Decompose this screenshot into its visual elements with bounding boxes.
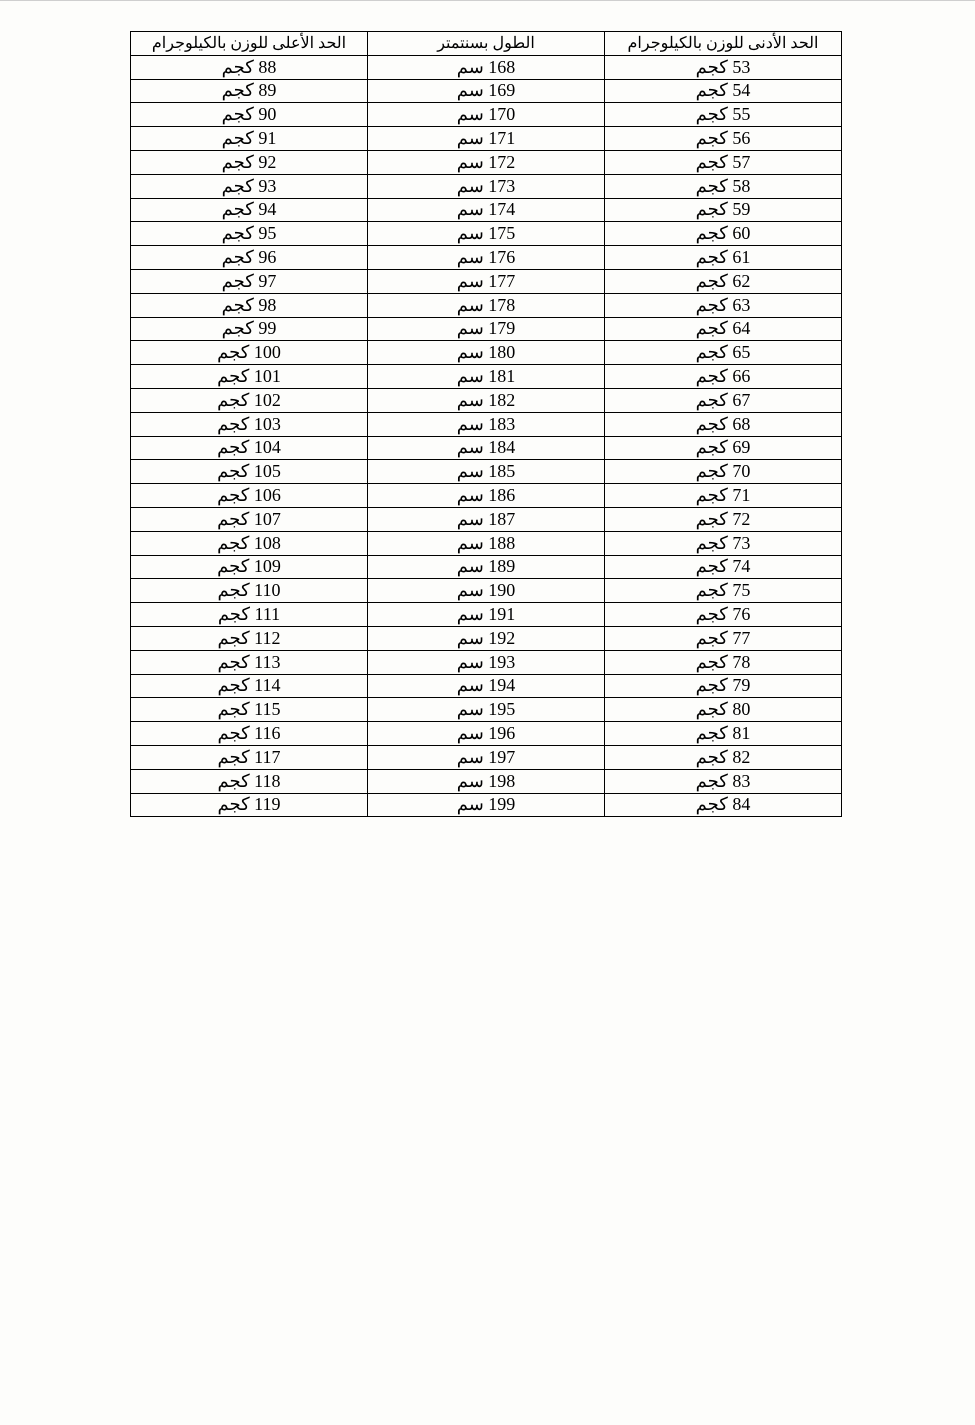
cell-height (368, 745, 605, 769)
table-header-row (131, 32, 842, 56)
cell-height (368, 626, 605, 650)
table-row (131, 222, 842, 246)
cell-min-weight-text: 60 كجم (695, 223, 751, 244)
cell-max-weight-text: 111 كجم (217, 604, 281, 625)
cell-height-text: 195 سم (456, 699, 516, 720)
cell-max-weight (131, 674, 368, 698)
cell-min-weight (605, 198, 842, 222)
cell-min-weight (605, 79, 842, 103)
page-top-edge (0, 0, 975, 1)
cell-min-weight-text: 79 كجم (695, 675, 751, 696)
table-row (131, 388, 842, 412)
cell-height (368, 365, 605, 389)
cell-min-weight (605, 722, 842, 746)
cell-min-weight (605, 222, 842, 246)
cell-height-text: 187 سم (456, 508, 516, 529)
cell-height-text: 185 سم (456, 461, 516, 482)
cell-height-text: 172 سم (456, 151, 516, 172)
cell-height (368, 269, 605, 293)
cell-max-weight (131, 127, 368, 151)
cell-max-weight (131, 388, 368, 412)
cell-min-weight-text: 54 كجم (695, 80, 751, 101)
cell-min-weight (605, 103, 842, 127)
table-row (131, 555, 842, 579)
table-row (131, 745, 842, 769)
cell-height (368, 412, 605, 436)
cell-height (368, 174, 605, 198)
cell-min-weight (605, 174, 842, 198)
cell-max-weight-text: 117 كجم (217, 746, 281, 767)
cell-max-weight-text: 99 كجم (221, 318, 277, 339)
cell-max-weight-text: 110 كجم (217, 580, 281, 601)
cell-min-weight (605, 531, 842, 555)
cell-height (368, 555, 605, 579)
cell-height (368, 293, 605, 317)
table-row (131, 55, 842, 79)
cell-height (368, 222, 605, 246)
cell-min-weight (605, 269, 842, 293)
cell-height (368, 603, 605, 627)
cell-min-weight (605, 603, 842, 627)
cell-height-text: 184 سم (456, 437, 516, 458)
table-row (131, 150, 842, 174)
cell-max-weight (131, 269, 368, 293)
table-row (131, 246, 842, 270)
cell-height (368, 531, 605, 555)
cell-max-weight (131, 793, 368, 817)
header-max-weight: الحد الأعلى للوزن بالكيلوجرام (131, 32, 368, 56)
table-row (131, 317, 842, 341)
cell-height (368, 55, 605, 79)
cell-max-weight-text: 98 كجم (221, 294, 277, 315)
cell-min-weight (605, 246, 842, 270)
cell-min-weight-text: 61 كجم (695, 247, 751, 268)
table-row (131, 579, 842, 603)
table-row (131, 103, 842, 127)
cell-height-text: 171 سم (456, 128, 516, 149)
cell-height-text: 174 سم (456, 199, 516, 220)
cell-max-weight-text: 96 كجم (221, 247, 277, 268)
cell-height (368, 127, 605, 151)
cell-max-weight-text: 105 كجم (217, 461, 281, 482)
cell-min-weight-text: 62 كجم (695, 270, 751, 291)
cell-min-weight-text: 70 كجم (695, 461, 751, 482)
cell-max-weight (131, 769, 368, 793)
cell-min-weight-text: 53 كجم (695, 56, 751, 77)
cell-min-weight-text: 73 كجم (695, 532, 751, 553)
cell-max-weight (131, 650, 368, 674)
table-body (131, 55, 842, 817)
cell-min-weight (605, 412, 842, 436)
cell-min-weight (605, 555, 842, 579)
cell-min-weight (605, 484, 842, 508)
cell-max-weight (131, 198, 368, 222)
cell-max-weight-text: 104 كجم (217, 437, 281, 458)
cell-height (368, 246, 605, 270)
cell-min-weight-text: 55 كجم (695, 104, 751, 125)
cell-height-text: 191 سم (456, 604, 516, 625)
cell-height-text: 176 سم (456, 247, 516, 268)
table-row (131, 650, 842, 674)
cell-min-weight (605, 674, 842, 698)
cell-max-weight-text: 101 كجم (217, 366, 281, 387)
cell-height (368, 579, 605, 603)
cell-max-weight (131, 698, 368, 722)
cell-height-text: 194 سم (456, 675, 516, 696)
cell-min-weight (605, 55, 842, 79)
cell-height (368, 698, 605, 722)
cell-height (368, 341, 605, 365)
cell-min-weight-text: 64 كجم (695, 318, 751, 339)
cell-max-weight-text: 92 كجم (221, 151, 277, 172)
cell-min-weight (605, 127, 842, 151)
table-row (131, 698, 842, 722)
cell-height-text: 178 سم (456, 294, 516, 315)
cell-min-weight-text: 57 كجم (695, 151, 751, 172)
cell-min-weight (605, 769, 842, 793)
cell-min-weight (605, 293, 842, 317)
cell-max-weight (131, 722, 368, 746)
cell-height-text: 168 سم (456, 56, 516, 77)
cell-min-weight-text: 71 كجم (695, 485, 751, 506)
cell-max-weight (131, 579, 368, 603)
cell-max-weight (131, 246, 368, 270)
cell-max-weight-text: 95 كجم (221, 223, 277, 244)
cell-height-text: 192 سم (456, 627, 516, 648)
cell-height (368, 436, 605, 460)
cell-max-weight (131, 484, 368, 508)
cell-max-weight (131, 603, 368, 627)
cell-min-weight (605, 317, 842, 341)
cell-height-text: 181 سم (456, 366, 516, 387)
cell-max-weight (131, 317, 368, 341)
cell-height (368, 317, 605, 341)
cell-max-weight (131, 745, 368, 769)
cell-min-weight (605, 388, 842, 412)
table-row (131, 293, 842, 317)
cell-max-weight-text: 106 كجم (217, 485, 281, 506)
cell-height-text: 197 سم (456, 746, 516, 767)
cell-min-weight (605, 745, 842, 769)
cell-min-weight-text: 66 كجم (695, 366, 751, 387)
cell-max-weight (131, 531, 368, 555)
cell-max-weight-text: 102 كجم (217, 389, 281, 410)
cell-min-weight-text: 78 كجم (695, 651, 751, 672)
cell-max-weight-text: 108 كجم (217, 532, 281, 553)
cell-max-weight-text: 94 كجم (221, 199, 277, 220)
cell-min-weight (605, 579, 842, 603)
cell-max-weight (131, 507, 368, 531)
table-row (131, 79, 842, 103)
cell-height (368, 150, 605, 174)
cell-min-weight-text: 84 كجم (695, 794, 751, 815)
cell-max-weight-text: 112 كجم (217, 627, 281, 648)
cell-height-text: 186 سم (456, 485, 516, 506)
cell-height (368, 674, 605, 698)
table-row (131, 127, 842, 151)
cell-height-text: 183 سم (456, 413, 516, 434)
table-row (131, 198, 842, 222)
table-row (131, 412, 842, 436)
cell-max-weight (131, 460, 368, 484)
cell-height (368, 79, 605, 103)
cell-min-weight-text: 82 كجم (695, 746, 751, 767)
cell-height-text: 190 سم (456, 580, 516, 601)
cell-height (368, 769, 605, 793)
header-height: الطول بسنتمتر (368, 32, 605, 56)
cell-max-weight (131, 79, 368, 103)
cell-max-weight-text: 89 كجم (221, 80, 277, 101)
cell-max-weight (131, 222, 368, 246)
header-min-weight: الحد الأدنى للوزن بالكيلوجرام (605, 32, 842, 56)
cell-height (368, 103, 605, 127)
cell-max-weight-text: 113 كجم (217, 651, 281, 672)
cell-min-weight-text: 56 كجم (695, 128, 751, 149)
cell-min-weight-text: 77 كجم (695, 627, 751, 648)
cell-height-text: 177 سم (456, 270, 516, 291)
table-row (131, 484, 842, 508)
cell-min-weight-text: 83 كجم (695, 770, 751, 791)
cell-min-weight-text: 69 كجم (695, 437, 751, 458)
cell-max-weight-text: 116 كجم (217, 723, 281, 743)
table-row (131, 269, 842, 293)
table-row (131, 531, 842, 555)
cell-height (368, 793, 605, 817)
cell-max-weight (131, 55, 368, 79)
cell-max-weight (131, 555, 368, 579)
cell-max-weight-text: 97 كجم (221, 270, 277, 291)
cell-height-text: 173 سم (456, 175, 516, 196)
cell-max-weight-text: 100 كجم (217, 342, 281, 363)
cell-height (368, 722, 605, 746)
cell-min-weight (605, 650, 842, 674)
cell-min-weight-text: 76 كجم (695, 604, 751, 625)
table-row (131, 365, 842, 389)
cell-height-text: 179 سم (456, 318, 516, 339)
cell-height-text: 182 سم (456, 389, 516, 410)
cell-height-text: 199 سم (456, 794, 516, 815)
cell-height-text: 189 سم (456, 556, 516, 577)
cell-max-weight (131, 293, 368, 317)
table-row (131, 793, 842, 817)
cell-min-weight-text: 58 كجم (695, 175, 751, 196)
cell-height-text: 169 سم (456, 80, 516, 101)
table-row (131, 603, 842, 627)
cell-max-weight-text: 119 كجم (217, 794, 281, 815)
table-row (131, 722, 842, 746)
cell-min-weight-text: 72 كجم (695, 508, 751, 529)
table-row (131, 674, 842, 698)
cell-max-weight (131, 103, 368, 127)
cell-min-weight (605, 626, 842, 650)
cell-min-weight (605, 436, 842, 460)
cell-max-weight-text: 114 كجم (217, 675, 281, 696)
cell-height-text: 170 سم (456, 104, 516, 125)
cell-height-text: 175 سم (456, 223, 516, 244)
cell-max-weight-text: 109 كجم (217, 556, 281, 577)
cell-max-weight-text: 115 كجم (217, 699, 281, 720)
cell-max-weight (131, 150, 368, 174)
table-row (131, 460, 842, 484)
table-row (131, 436, 842, 460)
cell-min-weight (605, 698, 842, 722)
cell-height-text: 198 سم (456, 770, 516, 791)
cell-height (368, 507, 605, 531)
cell-height (368, 460, 605, 484)
table-row (131, 341, 842, 365)
table-row (131, 769, 842, 793)
cell-min-weight (605, 793, 842, 817)
cell-max-weight-text: 107 كجم (217, 508, 281, 529)
cell-max-weight (131, 412, 368, 436)
cell-max-weight (131, 436, 368, 460)
cell-height-text: 180 سم (456, 342, 516, 363)
cell-max-weight-text: 90 كجم (221, 104, 277, 125)
cell-max-weight-text: 93 كجم (221, 175, 277, 196)
cell-height-text: 188 سم (456, 532, 516, 553)
cell-min-weight-text: 59 كجم (695, 199, 751, 220)
cell-max-weight (131, 626, 368, 650)
cell-min-weight-text: 81 كجم (695, 723, 751, 743)
table-row (131, 174, 842, 198)
cell-min-weight-text: 68 كجم (695, 413, 751, 434)
table-row (131, 507, 842, 531)
cell-max-weight-text: 118 كجم (217, 770, 281, 791)
cell-height-text: 196 سم (456, 723, 516, 743)
weight-height-table (130, 31, 842, 817)
cell-min-weight-text: 75 كجم (695, 580, 751, 601)
cell-max-weight-text: 91 كجم (221, 128, 277, 149)
cell-min-weight (605, 341, 842, 365)
cell-min-weight-text: 65 كجم (695, 342, 751, 363)
cell-max-weight-text: 88 كجم (221, 56, 277, 77)
cell-min-weight (605, 365, 842, 389)
cell-height-text: 193 سم (456, 651, 516, 672)
cell-min-weight (605, 507, 842, 531)
cell-min-weight-text: 74 كجم (695, 556, 751, 577)
cell-min-weight-text: 80 كجم (695, 699, 751, 720)
cell-min-weight (605, 460, 842, 484)
cell-max-weight-text: 103 كجم (217, 413, 281, 434)
cell-min-weight-text: 67 كجم (695, 389, 751, 410)
cell-max-weight (131, 341, 368, 365)
cell-min-weight (605, 150, 842, 174)
cell-height (368, 388, 605, 412)
cell-min-weight-text: 63 كجم (695, 294, 751, 315)
cell-height (368, 198, 605, 222)
cell-max-weight (131, 174, 368, 198)
table-row (131, 626, 842, 650)
cell-height (368, 650, 605, 674)
cell-max-weight (131, 365, 368, 389)
cell-height (368, 484, 605, 508)
